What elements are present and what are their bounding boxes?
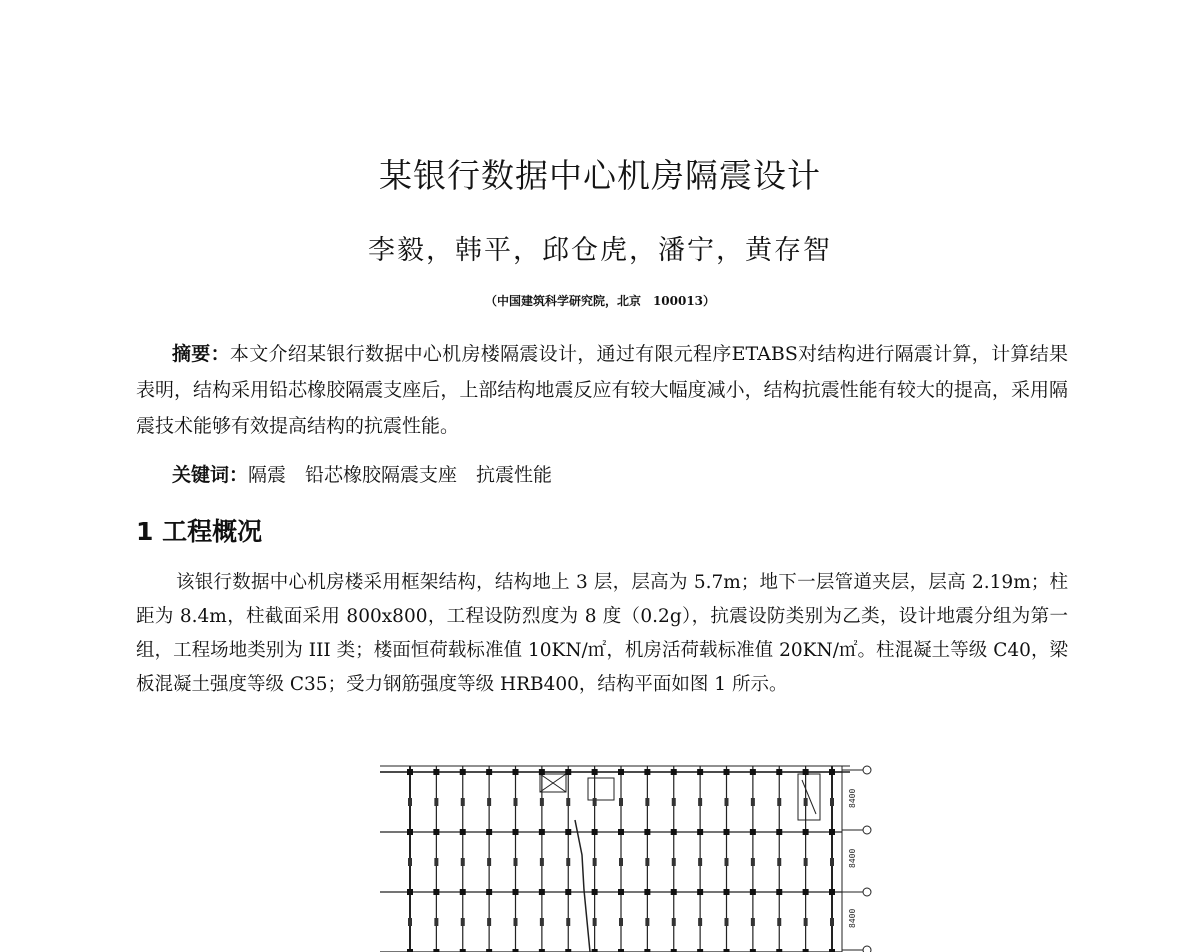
dimension-label: 8400 — [848, 908, 857, 928]
affiliation: （中国建筑科学研究院，北京 100013） — [484, 294, 716, 308]
beam-stub — [804, 918, 808, 926]
beam-stub — [461, 858, 465, 866]
beam-stub — [619, 858, 623, 866]
column-mark — [407, 829, 413, 835]
beam-stub — [540, 798, 544, 806]
column-mark — [776, 769, 782, 775]
column-mark — [644, 829, 650, 835]
keywords-text: 隔震 铅芯橡胶隔震支座 抗震性能 — [248, 464, 553, 486]
abstract-label: 摘要： — [172, 343, 230, 365]
column-mark — [433, 829, 439, 835]
beam-stub — [408, 918, 412, 926]
plan-frame — [380, 766, 871, 952]
column-mark — [618, 829, 624, 835]
column-mark — [829, 829, 835, 835]
column-mark — [407, 889, 413, 895]
column-mark — [671, 829, 677, 835]
column-mark — [724, 769, 730, 775]
column-mark — [829, 769, 835, 775]
beam-stub — [777, 858, 781, 866]
column-mark — [697, 889, 703, 895]
keywords-label: 关键词： — [172, 464, 249, 486]
column-mark — [776, 889, 782, 895]
beam-stub — [461, 918, 465, 926]
beam-stub — [645, 918, 649, 926]
keywords — [172, 460, 552, 490]
axis-bubble — [863, 946, 871, 952]
column-mark — [460, 769, 466, 775]
beam-stub — [804, 798, 808, 806]
beam-stub — [830, 918, 834, 926]
beam-stub — [725, 918, 729, 926]
column-mark — [565, 769, 571, 775]
dimension-label: 8400 — [848, 788, 857, 808]
column-mark — [724, 889, 730, 895]
author-list: 李毅，韩平，邱仓虎，潘宁，黄存智 — [368, 235, 832, 266]
beam-stub — [645, 858, 649, 866]
beam-stub — [408, 798, 412, 806]
column-mark — [697, 769, 703, 775]
column-mark — [829, 889, 835, 895]
column-mark — [803, 769, 809, 775]
beam-stub — [751, 798, 755, 806]
beam-stub — [593, 858, 597, 866]
beam-stub — [672, 798, 676, 806]
column-mark — [433, 889, 439, 895]
axis-bubble — [863, 826, 871, 834]
column-mark — [486, 829, 492, 835]
paper-title: 某银行数据中心机房隔震设计 — [379, 156, 821, 195]
column-mark — [407, 769, 413, 775]
column-grid — [380, 766, 842, 952]
column-mark — [803, 889, 809, 895]
beam-stub — [487, 798, 491, 806]
pipe-line — [575, 820, 590, 952]
column-mark — [592, 889, 598, 895]
beam-stub — [777, 798, 781, 806]
axis-bubble — [863, 766, 871, 774]
column-mark — [539, 889, 545, 895]
column-mark — [697, 829, 703, 835]
beam-stub — [645, 798, 649, 806]
beam-stub — [777, 918, 781, 926]
beam-stub — [698, 858, 702, 866]
column-mark — [671, 769, 677, 775]
column-mark — [724, 829, 730, 835]
beam-stub — [698, 798, 702, 806]
column-mark — [539, 829, 545, 835]
column-mark — [486, 769, 492, 775]
beam-stub — [514, 918, 518, 926]
beam-stub — [540, 918, 544, 926]
column-mark — [513, 769, 519, 775]
beam-stub — [487, 918, 491, 926]
section-heading: 1 工程概况 — [136, 517, 263, 546]
abstract-text: 本文介绍某银行数据中心机房楼隔震设计，通过有限元程序ETABS对结构进行隔震计算，计算结果表明，结构采用铅芯橡胶隔震支座后，上部结构地震反应有较大幅度减小，结构抗震性能有较大的提高，采用隔震技术能够有效提高结构的抗震性能。 — [136, 343, 1068, 437]
column-mark — [671, 889, 677, 895]
beam-stub — [540, 858, 544, 866]
beam-stub — [434, 858, 438, 866]
beam-stub — [619, 918, 623, 926]
beam-stub — [804, 858, 808, 866]
column-mark — [750, 829, 756, 835]
beam-stub — [514, 798, 518, 806]
shaft-box — [588, 778, 614, 800]
column-mark — [539, 769, 545, 775]
structural-plan-figure — [370, 760, 890, 952]
beam-stub — [434, 798, 438, 806]
beam-stub — [672, 918, 676, 926]
column-mark — [592, 829, 598, 835]
beam-stub — [593, 798, 597, 806]
body-paragraph: 该银行数据中心机房楼采用框架结构，结构地上 3 层，层高为 5.7m；地下一层管道夹层，层高 2.19m；柱距为 8.4m，柱截面采用 800x800，工程设防烈度为 8 度（0.2g），抗震设防类别为乙类，设计地震分组为第一组，工程场地类别为 III 类；楼面恒荷载标准值 10KN/㎡，机房活荷载标准值 20KN/㎡。柱混凝土等级 C40，梁板混凝土强度等级 C35；受力钢筋强度等级 HRB400，结构平面如图 1 所示。 — [136, 572, 1068, 695]
beam-stub — [461, 798, 465, 806]
beam-stub — [725, 858, 729, 866]
beam-stub — [619, 798, 623, 806]
column-mark — [618, 769, 624, 775]
beam-stub — [830, 798, 834, 806]
beam-stub — [751, 858, 755, 866]
column-mark — [513, 889, 519, 895]
beam-stub — [566, 858, 570, 866]
axis-bubble — [863, 888, 871, 896]
beam-stub — [434, 918, 438, 926]
beam-stub — [725, 798, 729, 806]
beam-stub — [566, 918, 570, 926]
beam-stub — [514, 858, 518, 866]
column-mark — [513, 829, 519, 835]
beam-stub — [593, 918, 597, 926]
dimension-labels — [848, 789, 857, 928]
column-mark — [592, 769, 598, 775]
column-mark — [486, 889, 492, 895]
dimension-label: 8400 — [848, 848, 857, 868]
beam-stub — [830, 858, 834, 866]
beam-stub — [487, 858, 491, 866]
column-mark — [460, 889, 466, 895]
beam-stub — [698, 918, 702, 926]
beam-stub — [751, 918, 755, 926]
beam-stub — [408, 858, 412, 866]
column-mark — [644, 769, 650, 775]
column-mark — [750, 889, 756, 895]
abstract — [136, 336, 1068, 444]
column-mark — [776, 829, 782, 835]
beam-stub — [566, 798, 570, 806]
column-mark — [750, 769, 756, 775]
column-mark — [565, 829, 571, 835]
column-mark — [565, 889, 571, 895]
column-mark — [803, 829, 809, 835]
column-mark — [618, 889, 624, 895]
beam-stub — [672, 858, 676, 866]
column-mark — [460, 829, 466, 835]
column-mark — [644, 889, 650, 895]
column-mark — [433, 769, 439, 775]
